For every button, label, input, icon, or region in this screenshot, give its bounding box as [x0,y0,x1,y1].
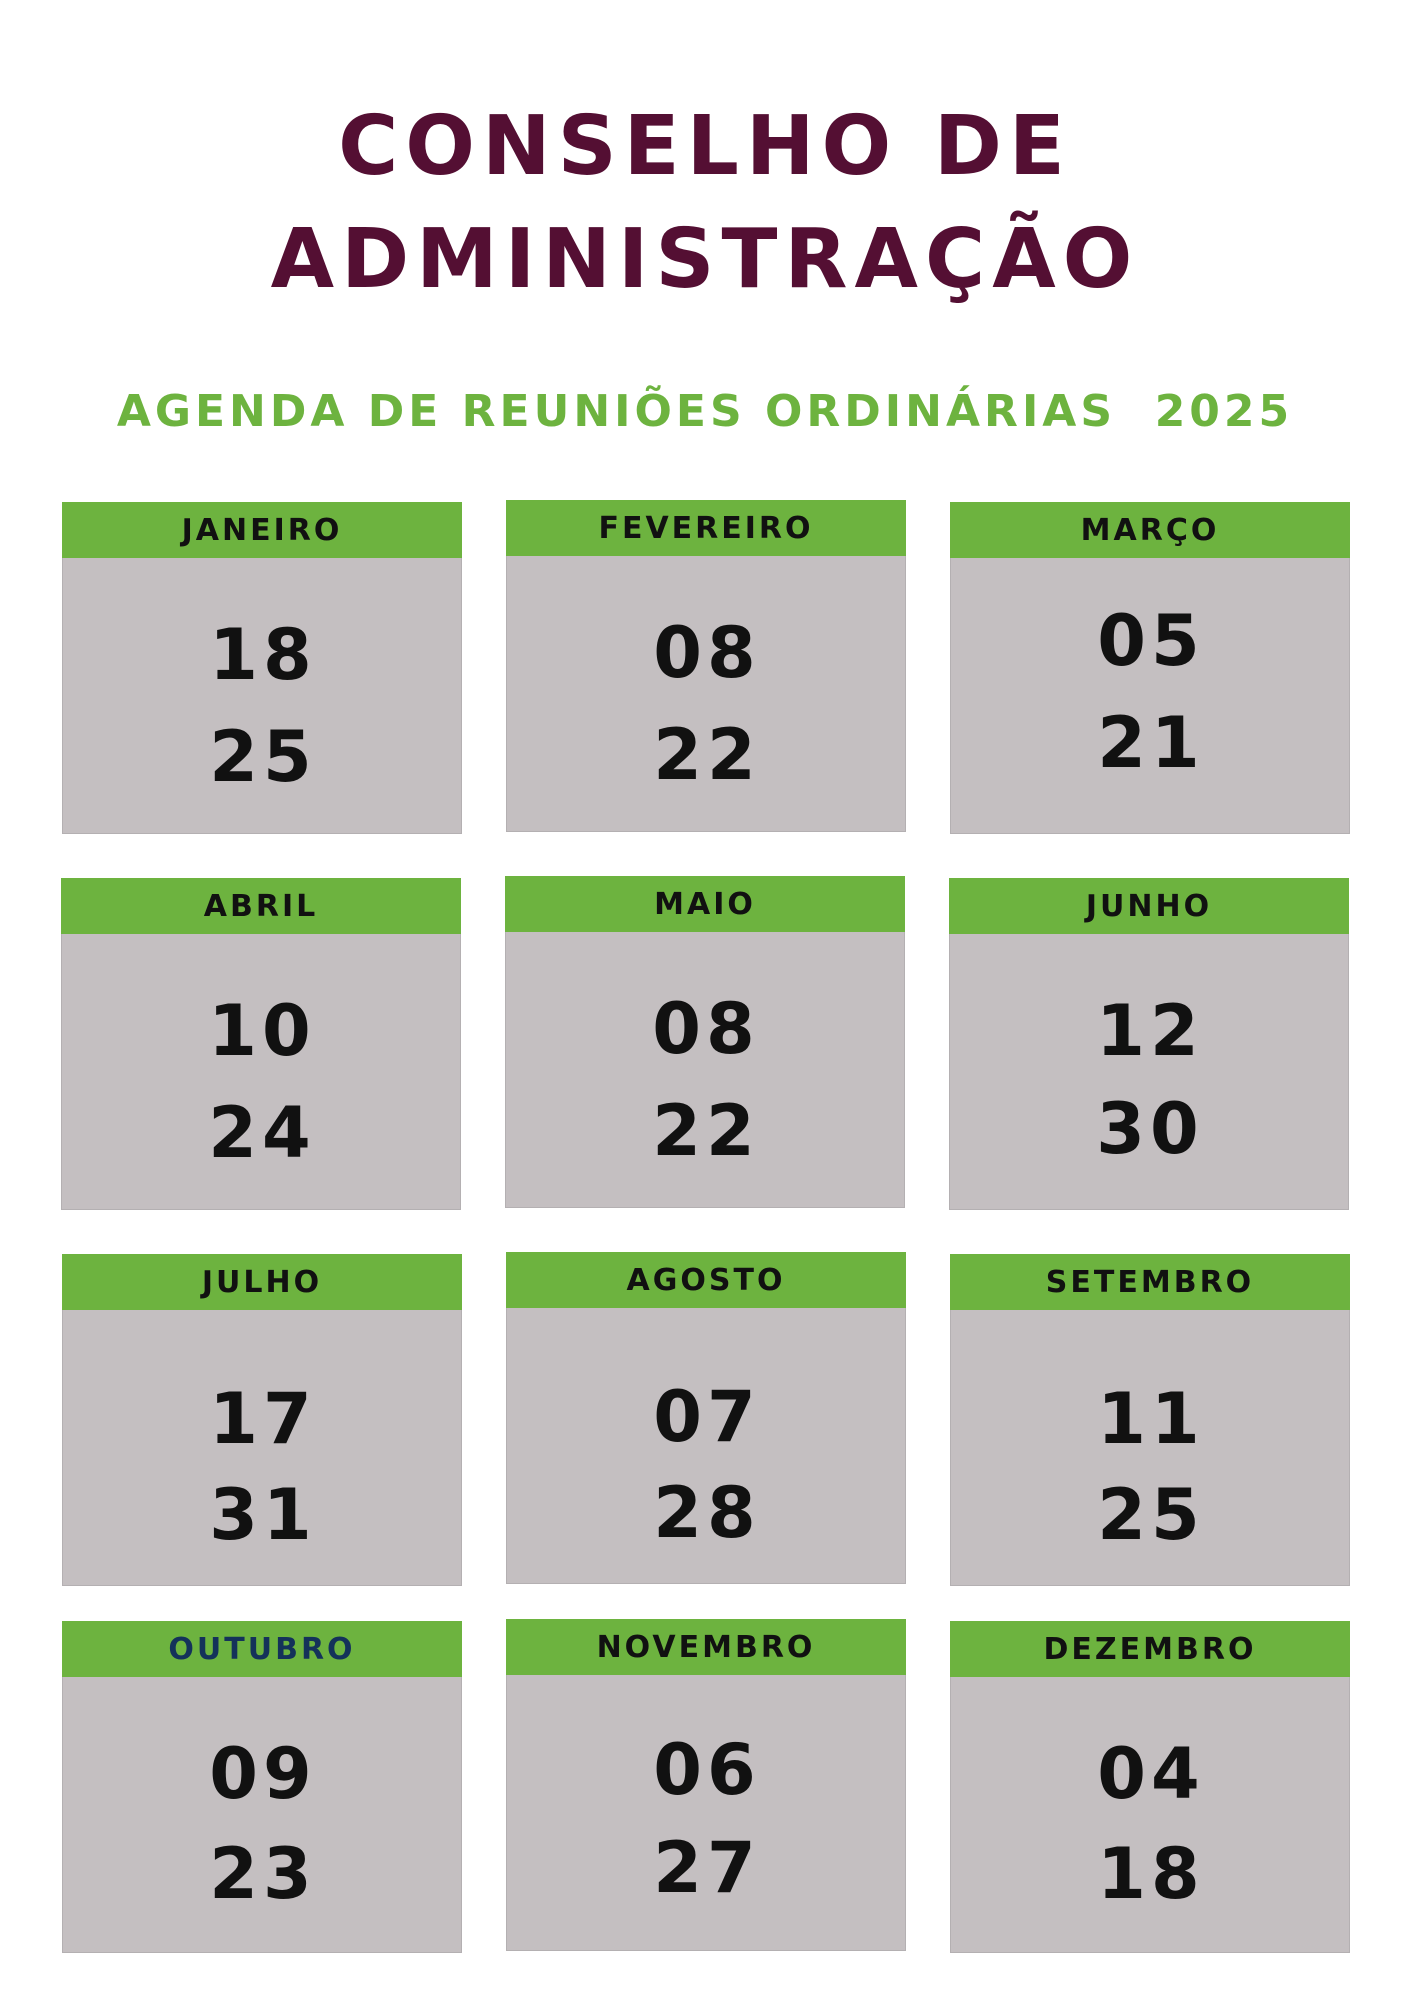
meeting-day: 24 [208,1092,316,1174]
meeting-days [950,1677,1350,1953]
month-label: AGOSTO [506,1252,906,1308]
meeting-day: 22 [652,1090,760,1172]
meeting-day: 22 [653,714,761,796]
month-card-junho [949,878,1349,1210]
meeting-day: 18 [209,614,317,696]
month-label: JUNHO [949,878,1349,934]
month-card-marco [950,502,1350,834]
month-label: ABRIL [61,878,461,934]
meeting-day: 05 [1097,600,1205,682]
meeting-day: 11 [1097,1378,1205,1460]
meeting-day: 06 [653,1729,761,1811]
month-label: SETEMBRO [950,1254,1350,1310]
meeting-days [950,558,1350,834]
meeting-days [62,1677,462,1953]
meeting-days [61,934,461,1210]
month-label: JANEIRO [62,502,462,558]
meeting-day: 23 [209,1833,317,1915]
month-label: FEVEREIRO [506,500,906,556]
meeting-days [506,1675,906,1951]
month-label: MARÇO [950,502,1350,558]
meeting-day: 21 [1097,702,1205,784]
meeting-day: 08 [653,612,761,694]
month-label: MAIO [505,876,905,932]
month-card-novembro [506,1619,906,1951]
month-card-dezembro [950,1621,1350,1953]
meeting-days [62,1310,462,1586]
meeting-days [506,1308,906,1584]
page-title-line-2: ADMINISTRAÇÃO [270,212,1140,307]
meeting-days [506,556,906,832]
meeting-day: 17 [209,1378,317,1460]
meeting-day: 18 [1097,1833,1205,1915]
meeting-day: 25 [1097,1474,1205,1556]
month-card-julho [62,1254,462,1586]
month-card-fevereiro [506,500,906,832]
meeting-days [949,934,1349,1210]
page-subtitle: AGENDA DE REUNIÕES ORDINÁRIAS 2025 [116,386,1294,437]
month-card-outubro [62,1621,462,1953]
month-card-abril [61,878,461,1210]
month-label: OUTUBRO [62,1621,462,1677]
month-card-janeiro [62,502,462,834]
meeting-day: 07 [653,1376,761,1458]
month-label: JULHO [62,1254,462,1310]
month-card-maio [505,876,905,1208]
month-label: NOVEMBRO [506,1619,906,1675]
meeting-day: 09 [209,1733,317,1815]
meeting-days [62,558,462,834]
page-title-line-1: CONSELHO DE [338,99,1072,194]
month-card-agosto [506,1252,906,1584]
month-label: DEZEMBRO [950,1621,1350,1677]
meeting-day: 30 [1096,1088,1204,1170]
meeting-day: 10 [208,990,316,1072]
meeting-day: 08 [652,988,760,1070]
month-card-setembro [950,1254,1350,1586]
meeting-day: 27 [653,1827,761,1909]
meeting-day: 28 [653,1472,761,1554]
meeting-day: 31 [209,1474,317,1556]
meeting-day: 25 [209,716,317,798]
meeting-days [505,932,905,1208]
meeting-day: 04 [1097,1733,1205,1815]
meeting-day: 12 [1096,990,1204,1072]
meeting-days [950,1310,1350,1586]
